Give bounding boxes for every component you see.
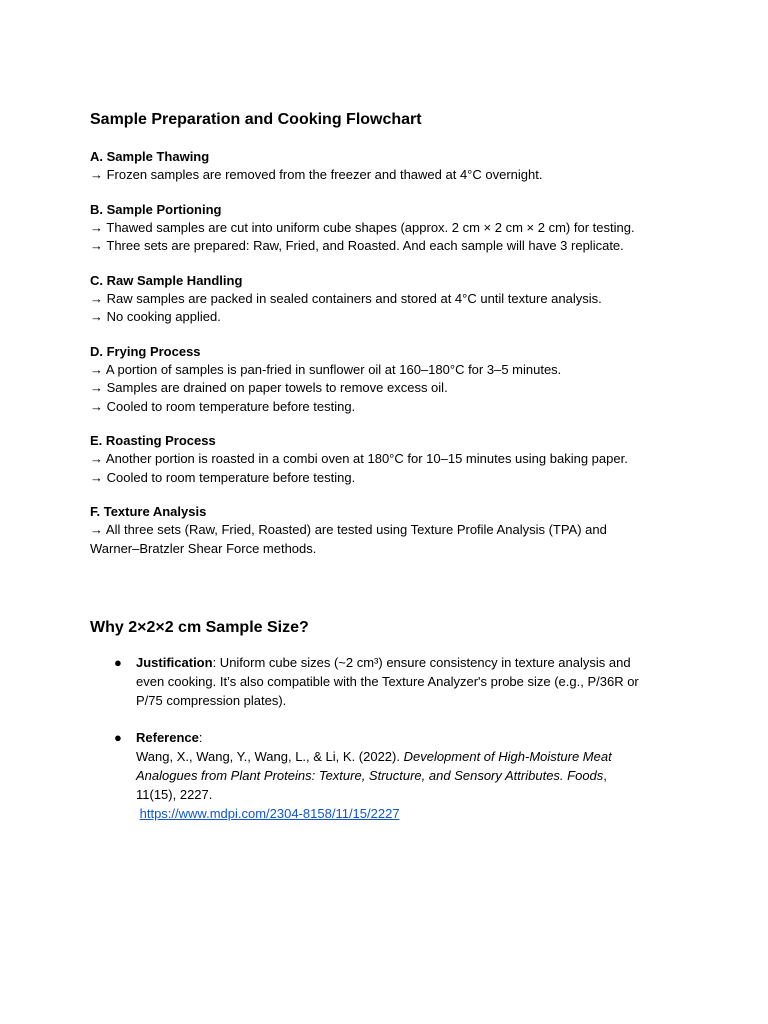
justification-line: P/75 compression plates). — [136, 692, 287, 708]
reference-line — [136, 767, 690, 786]
reference-colon: : — [198, 730, 203, 746]
section-heading: B. Sample Portioning — [90, 201, 222, 217]
reference-title-cont: Analogues from Plant Proteins: Texture, Structure, and Sensory Attributes. Foods — [136, 767, 604, 783]
section-heading: F. Texture Analysis — [90, 504, 207, 519]
section-line: → A portion of samples is pan-fried in sunflower oil at 160–180°C for 3–5 minutes. — [90, 361, 562, 377]
document-page — [90, 110, 690, 842]
reference-line: 11(15), 2227. — [136, 786, 213, 802]
justification-line — [136, 654, 690, 673]
why-heading: Why 2×2×2 cm Sample Size? — [90, 619, 309, 636]
reference-link[interactable]: https://www.mdpi.com/2304-8158/11/15/2227 — [139, 805, 400, 821]
reference-item — [90, 729, 690, 823]
section-spacer — [90, 574, 690, 618]
section-line: → Samples are drained on paper towels to remove excess oil. — [90, 380, 448, 395]
section-line: → Another portion is roasted in a combi oven at 180°C for 10–15 minutes using baking paper. — [90, 451, 628, 466]
justification-label: Justification — [136, 655, 213, 670]
reference-authors: Wang, X., Wang, Y., Wang, L., & Li, K. (2022). — [136, 749, 404, 765]
section-line: → Thawed samples are cut into uniform cube shapes (approx. 2 cm × 2 cm × 2 cm) for testing. — [90, 219, 635, 235]
reference-label-line — [136, 729, 690, 748]
justification-item — [90, 654, 690, 710]
section-line: → Cooled to room temperature before testing. — [90, 398, 356, 414]
section-texture-analysis — [90, 503, 690, 558]
section-heading: E. Roasting Process — [90, 433, 216, 448]
bullet-icon: ● — [114, 730, 122, 746]
section-line: → Raw samples are packed in sealed containers and stored at 4°C until texture analysis. — [90, 290, 602, 306]
bullet-icon: ● — [114, 655, 122, 670]
justification-text: : Uniform cube sizes (~2 cm³) ensure consistency in texture analysis and — [212, 655, 631, 670]
reference-label: Reference — [136, 730, 199, 746]
page-title: Sample Preparation and Cooking Flowchart — [90, 111, 422, 128]
reference-line — [136, 748, 690, 767]
section-heading: A. Sample Thawing — [90, 149, 210, 164]
section-heading: D. Frying Process — [90, 343, 201, 359]
section-sample-portioning — [90, 201, 690, 256]
justification-line: even cooking. It’s also compatible with the Texture Analyzer's probe size (e.g., P/36R or — [136, 673, 639, 689]
section-heading: C. Raw Sample Handling — [90, 272, 243, 288]
section-raw-sample-handling — [90, 272, 690, 327]
section-roasting-process — [90, 432, 690, 487]
reference-link-line — [136, 805, 690, 824]
section-line: Warner–Bratzler Shear Force methods. — [90, 540, 317, 556]
why-bullet-list — [90, 654, 690, 823]
section-sample-thawing — [90, 148, 690, 185]
section-line: → All three sets (Raw, Fried, Roasted) are tested using Texture Profile Analysis (TPA) and — [90, 522, 607, 537]
section-frying-process — [90, 343, 690, 417]
section-line: → Frozen samples are removed from the freezer and thawed at 4°C overnight. — [90, 167, 543, 182]
section-line: → Three sets are prepared: Raw, Fried, and Roasted. And each sample will have 3 replicate. — [90, 238, 624, 253]
reference-comma: , — [603, 767, 607, 783]
section-line: → No cooking applied. — [90, 309, 221, 324]
reference-title: Development of High-Moisture Meat — [403, 749, 612, 765]
section-line: → Cooled to room temperature before testing. — [90, 469, 356, 485]
